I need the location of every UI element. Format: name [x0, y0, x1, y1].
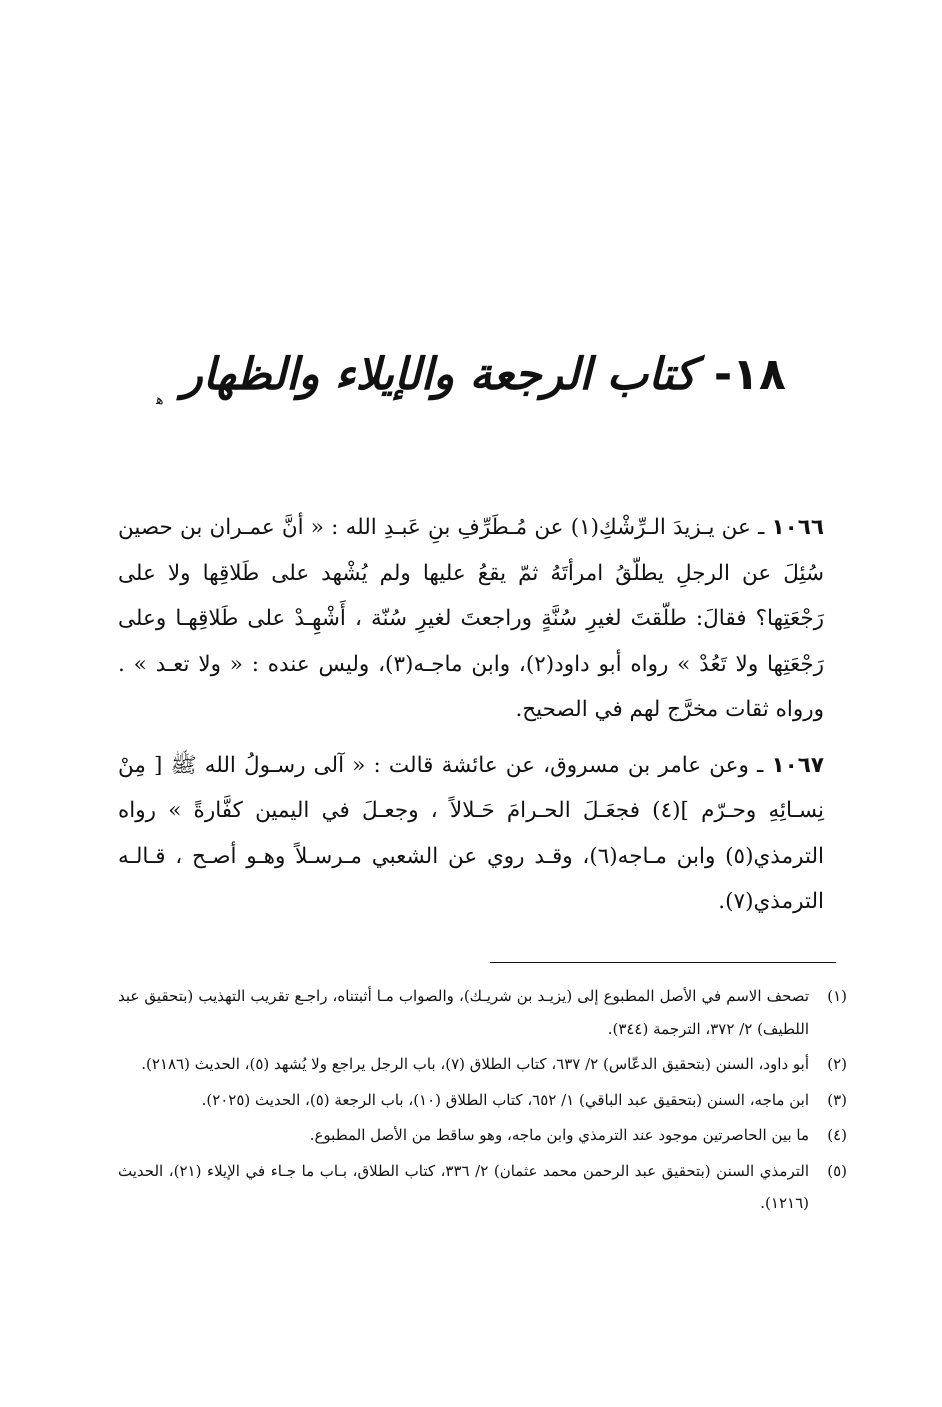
footnote-number: (٣): [827, 1090, 847, 1109]
footnote-number: (١): [827, 987, 847, 1005]
footnote-text: تصحف الاسم في الأصل المطبوع إلى (يزيـد بن شريـك)، والصواب مـا أثبتناه، راجـع تقريب التهذيب (بتحقيق عبد اللطيف) ٢/ ٣٧٢، الترجمة (٣٤٤).: [118, 987, 809, 1038]
chapter-number: ١٨-: [713, 349, 786, 400]
footnote-item: [118, 1048, 847, 1081]
hadith-paragraph: [118, 743, 824, 925]
footnote-number: (٥): [827, 1161, 847, 1180]
footnote-separator: [490, 962, 836, 963]
footnote-text: الترمذي السنن (بتحقيق عبد الرحمن محمد عثمان) ٢/ ٣٣٦، كتاب الطلاق، بـاب ما جـاء في الإيلاء (٢١)، الحديث (١٢١٦).: [118, 1161, 809, 1212]
hadith-text: ـ وعن عامر بن مسروق، عن عائشة قالت : « آلى رسـولُ الله ﷺ [ مِنْ نِسـائِهِ وحـرّم ](٤) فجعَـلَ الحـرامَ حَـلالاً ، وجعـلَ في اليمين كفَّارةً » رواه الترمذي(٥) وابن مـاجه(٦)، وقـد روي عن الشعبي مـرسـلاً وهـو أصـح ، قـالـه الترمذي(٧).: [118, 752, 824, 914]
hadith-paragraph: [118, 505, 824, 733]
chapter-title: كتاب الرجعة والإيلاء والظهار: [181, 349, 696, 400]
footnotes: [118, 980, 847, 1223]
chapter-heading: [120, 330, 822, 420]
chapter-ornament: ﻫ: [156, 392, 164, 408]
footnote-item: [118, 980, 847, 1045]
footnote-text: أبو داود، السنن (بتحقيق الدعّاس) ٢/ ٦٣٧، كتاب الطلاق (٧)، باب الرجل يراجع ولا يُشهد (٥)، الحديث (٢١٨٦).: [141, 1055, 809, 1073]
footnote-text: ما بين الحاصرتين موجود عند الترمذي وابن ماجه، وهو ساقط من الأصل المطبوع.: [309, 1126, 809, 1144]
main-text: [118, 505, 824, 925]
footnote-item: [118, 1084, 847, 1117]
footnote-text: ابن ماجه، السنن (بتحقيق عبد الباقي) ١/ ٦٥٢، كتاب الطلاق (١٠)، باب الرجعة (٥)، الحديث (٢٠٢٥).: [201, 1090, 809, 1109]
footnote-number: (٢): [827, 1055, 847, 1073]
footnote-number: (٤): [827, 1126, 847, 1144]
hadith-number: ١٠٦٦: [771, 515, 825, 540]
hadith-number: ١٠٦٧: [771, 752, 825, 778]
footnote-item: [118, 1119, 847, 1152]
hadith-text: ـ عن يـزيدَ الـرِّشْكِ(١) عن مُـطَرِّفِ بنِ عَبـدِ الله : « أنَّ عمـران بن حصين سُئِلَ عن الرجلِ يطلّقُ امرأتَهُ ثمّ يقعُ عليها ولم يُشْهد على طَلاقِها ولا على رَجْعَتِها؟ فقالَ: طلّقتَ لغيرِ سُنَّةٍ وراجعتَ لغيرِ سُنّة ، أَشْهِـدْ على طَلاقِهـا وعلى رَجْعَتِها ولا تَعُدْ » رواه أبو داود(٢)، وابن ماجـه(٣)، وليس عنده : « ولا تعـد » . ورواه ثقات مخرَّج لهم في الصحيح.: [118, 515, 824, 722]
footnote-item: [118, 1155, 847, 1220]
